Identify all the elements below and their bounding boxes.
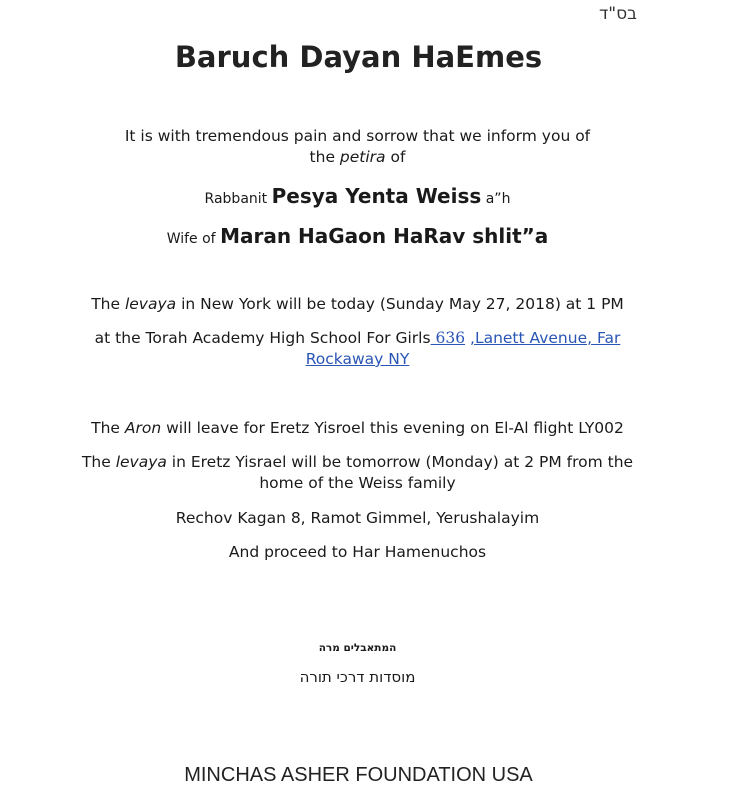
deceased-suffix: a”h xyxy=(481,191,511,207)
page-title: Baruch Dayan HaEmes xyxy=(174,40,543,74)
husband-prefix: Wife of xyxy=(166,231,221,247)
intro-text xyxy=(80,126,635,168)
institution-text: מוסדות דרכי תורה xyxy=(299,668,416,686)
proceed-line: And proceed to Har Hamenuchos xyxy=(228,543,487,561)
ny-levaya-line xyxy=(80,294,635,315)
aron-pre: The xyxy=(91,419,125,437)
israel-address: Rechov Kagan 8, Ramot Gimmel, Yerushalayim xyxy=(175,509,540,527)
ny-levaya-pre: The xyxy=(91,295,125,313)
bsd-header: בס"ד xyxy=(599,4,637,24)
intro-post: of xyxy=(385,148,406,166)
aron-italic: Aron xyxy=(124,419,162,437)
israel-levaya-pre: The xyxy=(81,453,116,471)
deceased-name: Pesya Yenta Weiss xyxy=(271,184,482,208)
address-number-link[interactable]: 636 xyxy=(430,329,466,347)
ny-levaya-italic: levaya xyxy=(124,295,177,313)
israel-levaya xyxy=(60,452,655,494)
aron-line xyxy=(60,418,655,439)
intro-italic: petira xyxy=(339,148,386,166)
mourners-text: המתאבלים מרה xyxy=(318,642,397,654)
israel-levaya-post: in Eretz Yisrael will be tomorrow (Monday) at 2 PM from the xyxy=(166,453,634,471)
israel-levaya-italic: levaya xyxy=(115,453,167,471)
ny-levaya-post: in New York will be today (Sunday May 27, 2018) at 1 PM xyxy=(176,295,624,313)
intro-line-2 xyxy=(80,147,635,168)
husband-name: Maran HaGaon HaRav shlit”a xyxy=(220,224,549,248)
israel-levaya-line-2: home of the Weiss family xyxy=(259,474,456,492)
husband-line xyxy=(80,224,635,251)
footer-foundation: MINCHAS ASHER FOUNDATION USA xyxy=(184,764,533,786)
aron-post: will leave for Eretz Yisroel this evening on El-Al flight LY002 xyxy=(161,419,624,437)
address-city-link[interactable]: Rockaway NY xyxy=(305,350,410,368)
intro-line-1: It is with tremendous pain and sorrow that we inform you of xyxy=(124,127,591,145)
ny-location-text: at the Torah Academy High School For Girls xyxy=(94,329,431,347)
deceased-prefix: Rabbanit xyxy=(204,191,272,207)
deceased-line xyxy=(80,184,635,211)
ny-location-line-2 xyxy=(80,349,635,370)
ny-location xyxy=(80,328,635,370)
address-street-link[interactable]: ,Lanett Avenue, Far xyxy=(470,329,621,347)
ny-location-line-1 xyxy=(80,328,635,349)
intro-pre: the xyxy=(309,148,340,166)
israel-levaya-line-1 xyxy=(60,452,655,473)
